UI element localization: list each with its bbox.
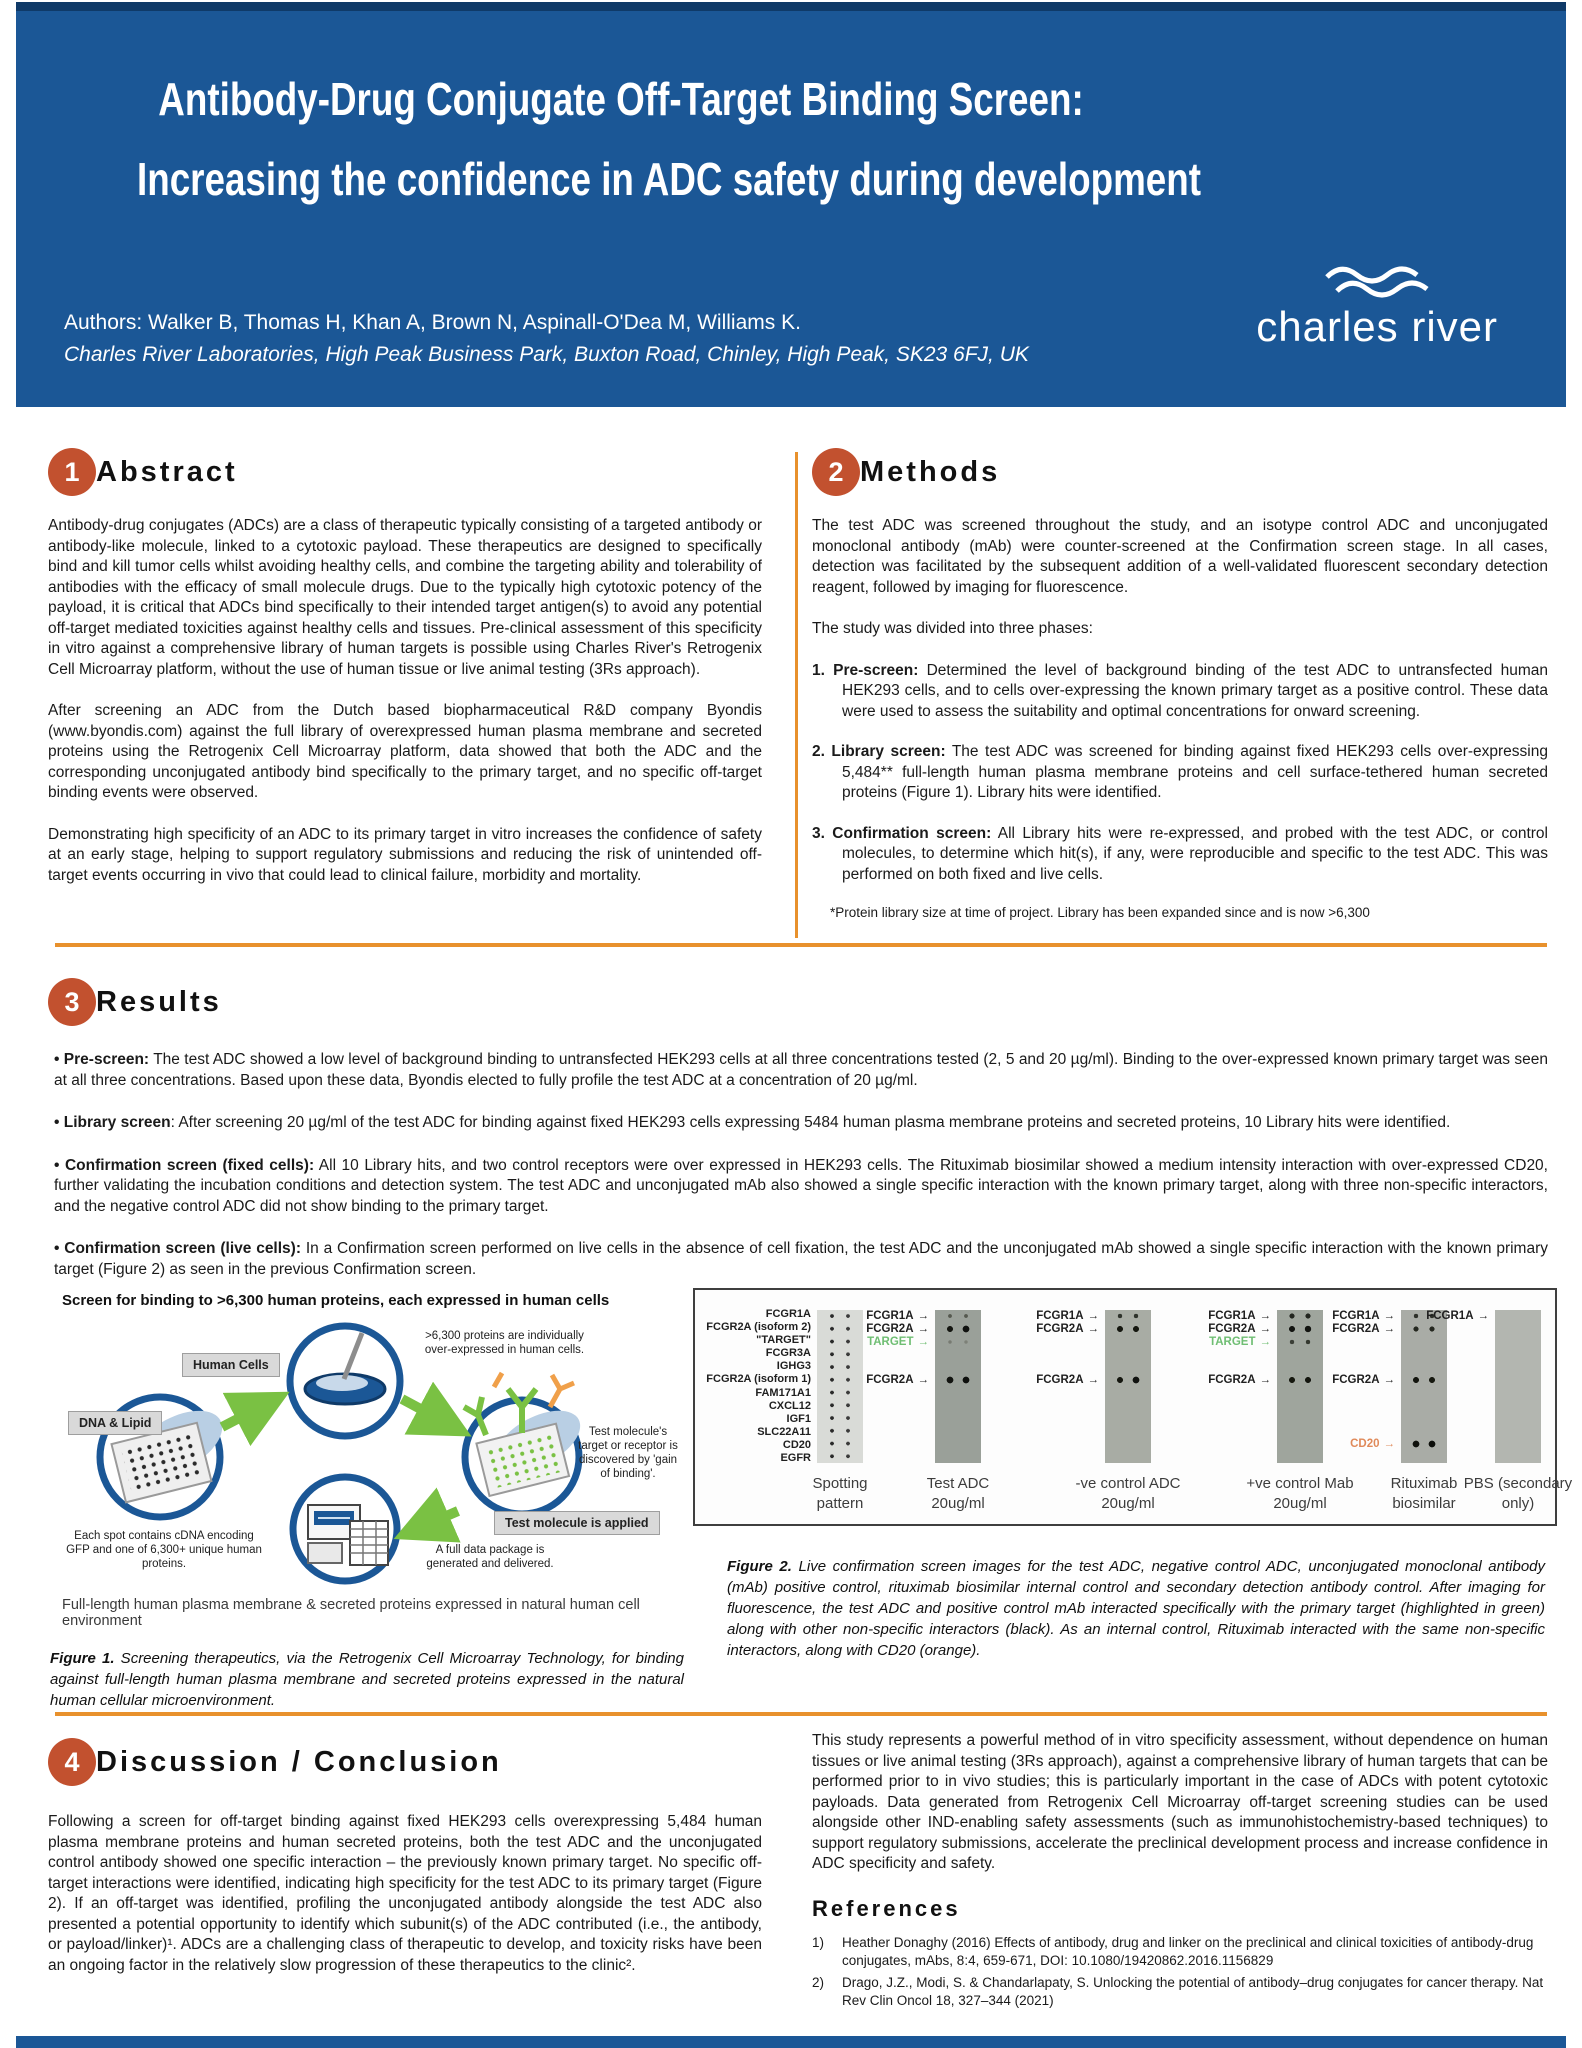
abstract-paragraph: Antibody-drug conjugates (ADCs) are a class of therapeutic typically consisting of a targeted antibody or antibody-like molecule, linked to a cytotoxic payload. These therapeutics are designed to specifically bind and kill tumor cells whilst avoiding healthy cells, and combine the targeting ability and tolerability of antibodies with the efficacy of small molecule drugs. Due to the typically high cytotoxic potency of the payload, it is critical that ADCs bind specifically to their intended target antigen(s) to avoid any potential off-target mediated toxicities against healthy cells and tissues. Pre-clinical assessment of this specificity in vitro against a comprehensive library of human targets is possible using Charles River's Retrogenix Cell Microarray platform, without the use of human tissue or live animal testing (3Rs approach). [48, 517, 762, 678]
reference-item [812, 1934, 1548, 1970]
marker-label-target: TARGET [1209, 1336, 1256, 1348]
section-divider [55, 943, 1547, 947]
title-line-2: Increasing the confidence in ADC safety during development [137, 153, 1201, 205]
figure1-bottom-note: Full-length human plasma membrane & secreted proteins expressed in natural human cell environment [62, 1597, 640, 1629]
methods-item-lead: 1. Pre-screen: [812, 661, 919, 679]
row-label: "TARGET" [756, 1334, 811, 1347]
figure1-title: Screen for binding to >6,300 human proteins, each expressed in human cells [62, 1292, 610, 1309]
figure1-label-dna-lipid: DNA & Lipid [68, 1411, 162, 1435]
figure1-caption-lead: Figure 1. [50, 1650, 115, 1667]
figure1-label-test-molecule: Test molecule is applied [494, 1511, 660, 1535]
marker-label: FCGR2A [866, 1323, 914, 1335]
arrow-icon: → [917, 1336, 929, 1348]
section-number-badge: 2 [812, 448, 860, 496]
section-number-badge: 1 [48, 448, 96, 496]
row-label: FCGR2A (isoform 1) [706, 1373, 811, 1386]
row-label: FAM171A1 [755, 1386, 811, 1399]
methods-item-text: The test ADC was screened for binding against fixed HEK293 cells over-expressing 5,484** full-length human plasma membrane proteins and cell surface-tethered human secreted proteins (Figure 1). Library hits were identified. [842, 743, 1548, 801]
column-caption: Rituximab biosimilar [1390, 1475, 1458, 1512]
row-label: CD20 [782, 1438, 811, 1451]
title-line-1: Antibody-Drug Conjugate Off-Target Binding Screen: [158, 73, 1084, 125]
figure1-caption [50, 1648, 684, 1711]
figure1-caption-text: Screening therapeutics, via the Retrogenix Cell Microarray Technology, for binding against full-length human plasma membrane and secreted proteins expressed in the natural human cellular microenvironment. [50, 1650, 684, 1709]
marker-label: FCGR1A [1036, 1310, 1084, 1322]
methods-item-lead: 3. Confirmation screen: [812, 824, 992, 842]
row-label: FCGR2A (isoform 2) [706, 1321, 811, 1334]
row-label: FCGR3A [765, 1347, 811, 1360]
charles-river-logo [1256, 263, 1498, 349]
results-bullet-text: : After screening 20 µg/ml of the test ADC for binding against fixed HEK293 cells expressing 5484 human plasma membrane proteins and secreted proteins, 10 Library hits were identified. [170, 1114, 1451, 1131]
results-bullet-text: In a Confirmation screen performed on live cells in the absence of cell fixation, the test ADC and the unconjugated mAb showed a single specific interaction with the known primary target (Figure 2) as seen in the previous Confirmation screen. [54, 1240, 1548, 1278]
abstract-heading: Abstract [96, 455, 238, 488]
column-caption: +ve control Mab 20ug/ml [1246, 1475, 1354, 1512]
section-results [48, 978, 1548, 1302]
marker-label-target: TARGET [867, 1336, 914, 1348]
results-bullet-text: All 10 Library hits, and two control receptors were over expressed in HEK293 cells. The Rituximab biosimilar showed a medium intensity interaction with over-expressed CD20, further validating the incubation conditions and detection system. The test ADC and unconjugated mAb also showed a single specific interaction with the known primary target, along with three non-specific interactors, and the negative control ADC did not show binding to the primary target. [54, 1156, 1548, 1215]
results-bullet [48, 1239, 1548, 1280]
figure2-caption-text: Live confirmation screen images for the test ADC, negative control ADC, unconjugated monoclonal antibody (mAb) positive control, rituximab biosimilar internal control and secondary detection antibody control. After imaging for fluorescence, the test ADC and positive control mAb interacted specifically with the primary target (highlighted in green) along with other non-specific interactors (black). As an internal control, Rituximab interacted with the same non-specific interactors, along with CD20 (orange). [727, 1558, 1546, 1659]
section-divider [55, 1712, 1547, 1716]
discussion-paragraph-left: Following a screen for off-target binding against fixed HEK293 cells overexpressing 5,484 human plasma membrane proteins and human secreted proteins, both the test ADC and the unconjugated control antibody showed one specific interaction – the previously known primary target. No specific off-target interactions were identified, indicating high specificity for the test ADC to its primary target (Figure 2). If an off-target was identified, profiling the unconjugated antibody alongside the test ADC also presented a potential opportunity to identify which subunit(s) of the ADC contributed (i.e., the antibody, or payload/linker)¹. ADCs are a challenging class of therapeutic to develop, and toxicity risks have been an ongoing factor in the relatively slow progression of these therapeutics to the clinic². [48, 1813, 762, 1974]
marker-label: FCGR2A [1208, 1323, 1256, 1335]
methods-item-text: Determined the level of background binding of the test ADC to untransfected human HEK293 cells, and to cells over-expressing the known primary target as a positive control. These data were used to assess the suitability and optimal concentrations for onward screening. [842, 661, 1548, 720]
arrow-icon: → [1259, 1374, 1271, 1386]
figure1-note-data: A full data package is generated and delivered. [426, 1544, 554, 1570]
section-methods [812, 448, 1548, 920]
arrow-icon: → [1259, 1323, 1271, 1335]
marker-label-cd20: CD20 [1350, 1438, 1380, 1450]
arrow-icon: → [1383, 1310, 1395, 1322]
marker-label: FCGR2A [866, 1374, 914, 1386]
figure1-note-spots: Each spot contains cDNA encoding GFP and one of 6,300+ unique human proteins. [66, 1530, 262, 1570]
results-header [48, 978, 1548, 1026]
arrow-icon: → [917, 1310, 929, 1322]
results-bullet-lead: • Confirmation screen (live cells): [54, 1240, 301, 1257]
figure2-column-negative-control [985, 1310, 1181, 1524]
abstract-header [48, 448, 762, 496]
section-number-badge: 4 [48, 1738, 96, 1786]
row-label: CXCL12 [768, 1399, 811, 1412]
figure2-panel [693, 1288, 1573, 1526]
figure1-note-proteins: >6,300 proteins are individually over-expressed in human cells. [424, 1330, 585, 1356]
results-bullet-lead: • Library screen [54, 1114, 171, 1131]
authors-block [64, 307, 1029, 371]
discussion-paragraph-right: This study represents a powerful method of in vitro specificity assessment, without dependence on human tissues or live animal testing (3Rs approach), against a comprehensive library of human targets that can be performed prior to in vivo studies; this is particularly important in the case of ADCs with potent cytotoxic payloads. Data generated from Retrogenix Cell Microarray off-target screening studies can be used alongside other IND-enabling safety assessments (such as immunohistochemistry-based techniques) to support regulatory submissions, accelerate the preclinical development process and increase confidence in ADC specificity and safety. [812, 1732, 1548, 1872]
methods-item-lead: 2. Library screen: [812, 743, 946, 760]
marker-label: FCGR2A [1208, 1374, 1256, 1386]
arrow-icon: → [917, 1323, 929, 1335]
poster-header [16, 2, 1566, 407]
poster-title [16, 59, 1226, 219]
reference-text: Drago, J.Z., Modi, S. & Chandarlapaty, S. Unlocking the potential of antibody–drug conjugates for cancer therapy. Nat Rev Clin Oncol 18, 327–344 (2021) [842, 1974, 1544, 2008]
microarray-strip [1495, 1310, 1541, 1463]
results-bullet-text: The test ADC showed a low level of background binding to untransfected HEK293 cells at all three concentrations tested (2, 5 and 20 µg/ml). Binding to the over-expressed known primary target was seen at all three concentrations. Based upon these data, Byondis elected to fully profile the test ADC at a concentration of 20 µg/ml. [54, 1051, 1549, 1089]
column-caption: PBS (secondary only) [1463, 1475, 1573, 1512]
results-bullet [48, 1050, 1548, 1091]
section-number-badge: 3 [48, 978, 96, 1026]
arrow-icon: → [1383, 1438, 1395, 1450]
discussion-header [48, 1738, 762, 1786]
section-abstract [48, 448, 762, 907]
microarray-strip [1105, 1310, 1151, 1463]
figure1-diagram [50, 1315, 684, 1591]
reference-number: 1) [812, 1934, 825, 1950]
arrow-icon: → [1259, 1310, 1271, 1322]
figure1 [50, 1292, 684, 1629]
results-heading: Results [96, 985, 222, 1018]
references-heading: References [812, 1895, 961, 1921]
row-label: FCGR1A [765, 1308, 811, 1320]
methods-footnote: *Protein library size at time of project. Library has been expanded since and is now >6,300 [830, 905, 1370, 920]
logo-text: charles river [1256, 303, 1498, 350]
column-divider [795, 452, 798, 938]
row-label: SLC22A11 [757, 1425, 811, 1438]
results-bullet [48, 1113, 1548, 1134]
column-caption: Test ADC 20ug/ml [926, 1475, 990, 1512]
methods-item [812, 742, 1548, 804]
marker-label: FCGR2A [1036, 1323, 1084, 1335]
row-label: IGHG3 [776, 1360, 811, 1373]
wave-icon [1317, 263, 1437, 303]
section-discussion [48, 1738, 762, 1997]
footer-bar [16, 2036, 1566, 2048]
marker-label: FCGR1A [1332, 1310, 1380, 1322]
figure1-label-human-cells: Human Cells [182, 1353, 280, 1377]
discussion-right-column [812, 1731, 1548, 2014]
results-bullet [48, 1156, 1548, 1218]
figure2-caption [727, 1556, 1545, 1661]
methods-phases-intro: The study was divided into three phases: [812, 620, 1093, 637]
arrow-icon: → [1087, 1374, 1099, 1386]
results-bullet-lead: • Pre-screen: [54, 1051, 150, 1068]
figure1-note-discovery: Test molecule's target or receptor is discovered by 'gain of binding'. [578, 1426, 678, 1480]
methods-item [812, 661, 1548, 723]
figure2-column-test-adc [815, 1310, 990, 1524]
arrow-icon: → [1383, 1323, 1395, 1335]
marker-label: FCGR1A [1426, 1310, 1474, 1322]
figure2-caption-lead: Figure 2. [727, 1558, 792, 1575]
reference-text: Heather Donaghy (2016) Effects of antibody, drug and linker on the preclinical and clinical toxicities of antibody-drug conjugates, mAbs, 8:4, 659-671, DOI: 10.1080/19420862.2016.1156829 [842, 1934, 1534, 1968]
microarray-strip [935, 1310, 981, 1463]
abstract-paragraph: Demonstrating high specificity of an ADC to its primary target in vitro increases the confidence of safety at an early stage, helping to support regulatory submissions and reducing the risk of unintended off-target events occurring in vivo that could lead to clinical failure, morbidity and mortality. [48, 825, 762, 884]
authors-line: Authors: Walker B, Thomas H, Khan A, Brown N, Aspinall-O'Dea M, Williams K. [64, 311, 801, 334]
methods-header [812, 448, 1548, 496]
methods-heading: Methods [860, 455, 1001, 488]
results-bullet-lead: • Confirmation screen (fixed cells): [54, 1156, 315, 1174]
arrow-icon: → [1477, 1310, 1489, 1322]
figure2-column-pbs [1375, 1310, 1573, 1524]
abstract-paragraph: After screening an ADC from the Dutch based biopharmaceutical R&D company Byondis (www.byondis.com) against the full library of overexpressed human plasma membrane and secreted proteins using the Retrogenix Cell Microarray platform, data showed that both the ADC and the corresponding unconjugated antibody bind specifically to the primary target, and no specific off-target binding events were observed. [48, 702, 762, 801]
column-caption: -ve control ADC 20ug/ml [1075, 1475, 1181, 1512]
column-caption: Spotting pattern [812, 1475, 868, 1512]
arrow-icon: → [1383, 1374, 1395, 1386]
row-label: EGFR [780, 1452, 811, 1465]
arrow-icon: → [917, 1374, 929, 1386]
marker-label: FCGR2A [1332, 1374, 1380, 1386]
arrow-icon: → [1087, 1323, 1099, 1335]
discussion-heading: Discussion / Conclusion [96, 1745, 502, 1778]
row-label: IGF1 [786, 1412, 811, 1425]
arrow-icon: → [1259, 1336, 1271, 1348]
marker-label: FCGR1A [866, 1310, 914, 1322]
methods-item [812, 824, 1548, 886]
reference-number: 2) [812, 1974, 825, 1990]
marker-label: FCGR2A [1332, 1323, 1380, 1335]
arrow-icon: → [1087, 1310, 1099, 1322]
methods-item-text: All Library hits were re-expressed, and probed with the test ADC, or control molecules, to determine which hit(s), if any, were reproducible and specific to the test ADC. This was performed on both fixed and live cells. [842, 824, 1548, 883]
marker-label: FCGR2A [1036, 1374, 1084, 1386]
marker-label: FCGR1A [1208, 1310, 1256, 1322]
reference-item [812, 1974, 1548, 2010]
affiliation-line: Charles River Laboratories, High Peak Business Park, Buxton Road, Chinley, High Peak, SK23 6FJ, UK [64, 343, 1029, 366]
methods-intro: The test ADC was screened throughout the study, and an isotype control ADC and unconjugated monoclonal antibody (mAb) were counter-screened at the Confirmation screen stage. In all cases, detection was facilitated by the subsequent addition of a well-validated fluorescent secondary detection reagent, followed by imaging for fluorescence. [812, 517, 1548, 596]
